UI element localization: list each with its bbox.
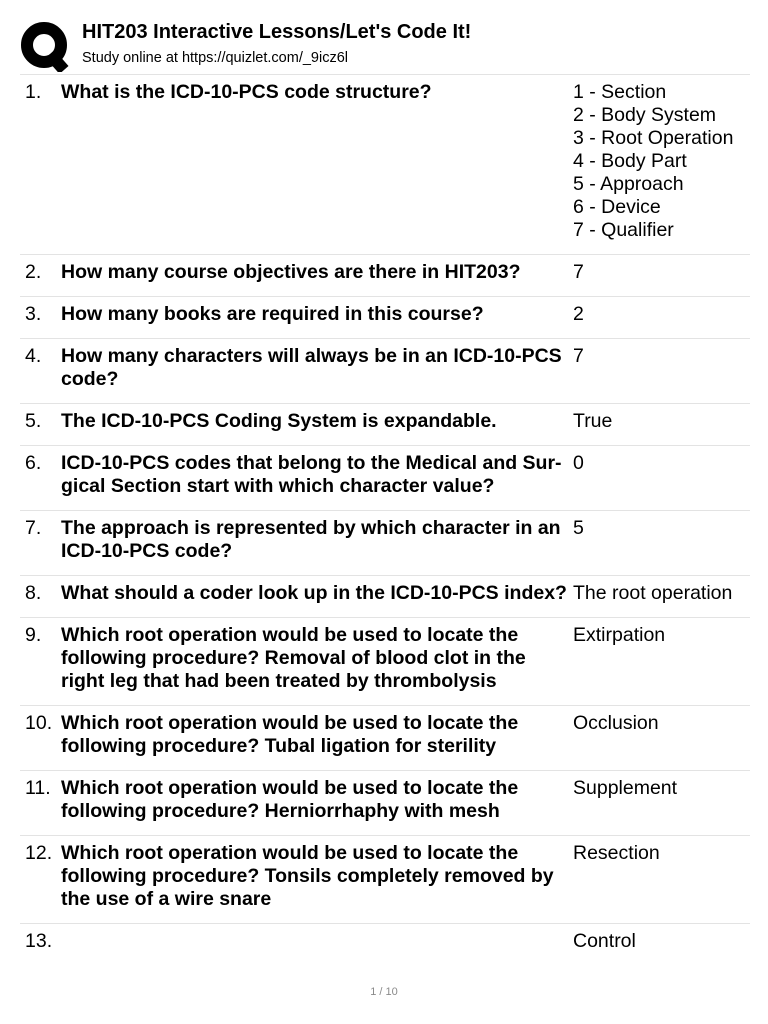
card-definition: 0 <box>573 452 584 474</box>
flashcard-row <box>20 255 750 297</box>
card-number: 7. <box>25 517 42 539</box>
flashcard-row <box>20 297 750 339</box>
quizlet-logo-icon <box>20 20 70 72</box>
card-definition: 2 <box>573 303 584 325</box>
flashcard-row <box>20 576 750 618</box>
card-number: 10. <box>25 712 53 734</box>
card-definition: Supplement <box>573 777 678 799</box>
card-number: 9. <box>25 624 42 646</box>
card-definition: 7 <box>573 345 584 367</box>
card-definition: 5 <box>573 517 584 539</box>
card-definition: True <box>573 410 613 432</box>
flashcard-row <box>20 446 750 511</box>
card-term: Which root operation would be used to locate the following procedure? Removal of blood clot in the right leg that had been treated by thrombolysis <box>61 624 526 692</box>
card-term: What is the ICD-10-PCS code structure? <box>61 81 432 103</box>
flashcard-list <box>20 75 750 965</box>
card-number: 12. <box>25 842 53 864</box>
card-number: 3. <box>25 303 42 325</box>
flashcard-row <box>20 618 750 706</box>
card-term: The ICD-10-PCS Coding System is expandable. <box>61 410 497 432</box>
card-number: 6. <box>25 452 42 474</box>
flashcard-row <box>20 511 750 576</box>
flashcard-row <box>20 771 750 836</box>
card-term: What should a coder look up in the ICD-10-PCS index? <box>61 582 567 604</box>
card-definition: Control <box>573 930 636 952</box>
page-header <box>20 18 750 75</box>
flashcard-row <box>20 706 750 771</box>
flashcard-row <box>20 75 750 255</box>
card-term: Which root operation would be used to locate the following procedure? Herniorrhaphy with mesh <box>61 777 519 822</box>
card-number: 13. <box>25 930 53 952</box>
page-title: HIT203 Interactive Lessons/Let's Code It! <box>82 21 472 43</box>
study-online-link[interactable]: Study online at https://quizlet.com/_9icz6l <box>82 50 348 66</box>
card-definition: Resection <box>573 842 660 864</box>
flashcard-row <box>20 924 750 965</box>
flashcard-row <box>20 404 750 446</box>
card-definition: 7 <box>573 261 584 283</box>
flashcard-row <box>20 339 750 404</box>
page-number: 1 / 10 <box>370 986 398 998</box>
card-definition: The root operation <box>573 582 733 604</box>
card-term: How many course objectives are there in HIT203? <box>61 261 521 283</box>
card-term: How many books are required in this course? <box>61 303 484 325</box>
card-term: Which root operation would be used to locate the following procedure? Tonsils completely removed by the use of a wire snare <box>61 842 554 910</box>
card-term: ICD-10-PCS codes that belong to the Medical and Sur-gical Section start with which character value? <box>61 452 562 497</box>
card-definition: Extirpation <box>573 624 666 646</box>
card-term: The approach is represented by which character in an ICD-10-PCS code? <box>61 517 561 562</box>
card-number: 2. <box>25 261 42 283</box>
card-number: 8. <box>25 582 42 604</box>
card-number: 11. <box>25 777 51 799</box>
card-number: 1. <box>25 81 42 103</box>
card-term: Which root operation would be used to locate the following procedure? Tubal ligation for sterility <box>61 712 519 757</box>
card-term <box>61 930 571 953</box>
card-number: 5. <box>25 410 42 432</box>
card-definition: Occlusion <box>573 712 659 734</box>
card-number: 4. <box>25 345 42 367</box>
card-term: How many characters will always be in an ICD-10-PCS code? <box>61 345 562 390</box>
flashcard-row <box>20 836 750 924</box>
card-definition: 1 - Section 2 - Body System 3 - Root Operation 4 - Body Part 5 - Approach 6 - Device 7 - Qualifier <box>573 81 734 241</box>
